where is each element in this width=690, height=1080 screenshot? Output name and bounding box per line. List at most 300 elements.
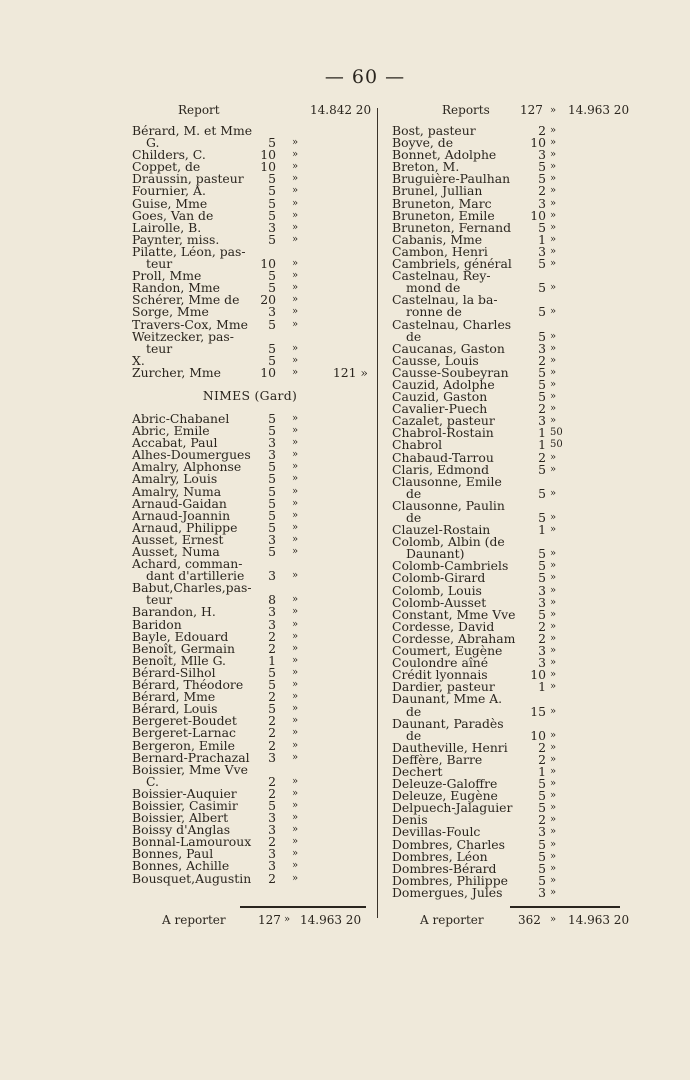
entry-amount: 1 (538, 231, 546, 247)
entry-cents: » (550, 233, 557, 245)
entry-cents: » (550, 572, 557, 584)
entry-amount: 2 (268, 834, 276, 850)
entry-name: Ausset, Ernest (132, 531, 224, 547)
entry-amount: 1 (538, 522, 546, 538)
entry-name: Guise, Mme (132, 195, 208, 211)
entry-cents: » (550, 862, 557, 874)
entry-name: de (406, 510, 422, 525)
entry-cents: » (292, 354, 299, 366)
entry-amount: 5 (538, 860, 546, 876)
left-report-label: Report (178, 103, 220, 117)
entry-name: Achard, comman- (132, 556, 243, 572)
entry-name: Cordesse, David (392, 618, 495, 634)
entry-cents: » (292, 739, 299, 751)
entry-amount: 3 (538, 884, 546, 900)
entry-amount: 5 (538, 304, 546, 320)
entry-name: Cambriels, général (392, 256, 512, 272)
list-item (392, 715, 624, 731)
entry-cents: » (550, 391, 557, 403)
entry-amount: 2 (268, 773, 276, 789)
entry-name: Dombres, Léon (392, 848, 488, 864)
entry-name: Colomb-Cambriels (392, 558, 509, 574)
entry-amount: 2 (268, 689, 276, 705)
entry-name: Coppet, de (132, 159, 201, 175)
entry-name: Pilatte, Léon, pas- (132, 243, 246, 259)
entry-amount: 3 (268, 304, 276, 320)
entry-name: Colomb-Ausset (392, 594, 487, 610)
entry-cents: 50 (550, 427, 563, 439)
entry-name: Castelnau, Charles (392, 316, 512, 332)
entry-name: Cordesse, Abraham (392, 630, 516, 646)
entry-amount: 5 (538, 776, 546, 792)
entry-cents: » (550, 790, 557, 802)
entry-cents: » (550, 584, 557, 596)
entry-amount: 1 (538, 437, 546, 453)
entry-amount: 5 (538, 485, 546, 501)
entry-name: Randon, Mme (132, 280, 220, 296)
entry-amount: 3 (268, 531, 276, 547)
entry-name: Crédit lyonnais (392, 667, 488, 683)
entry-name: Bonnet, Adolphe (392, 147, 497, 163)
entry-amount: 2 (268, 737, 276, 753)
entry-amount: 2 (538, 123, 546, 138)
entry-cents: » (292, 848, 299, 860)
entry-name: Coumert, Eugène (392, 643, 503, 659)
entry-name: Fournier, A. (132, 183, 206, 199)
entry-amount: 2 (538, 352, 546, 368)
entry-name: Deleuze-Galoffre (392, 776, 498, 792)
entry-cents: » (550, 451, 557, 463)
entry-amount: 5 (268, 519, 276, 535)
entry-cents: » (292, 185, 299, 197)
entry-cents: » (292, 137, 299, 149)
entry-cents: » (550, 354, 557, 366)
entry-cents: » (550, 221, 557, 233)
entry-amount: 5 (538, 570, 546, 586)
entry-name: Bruneton, Emile (392, 207, 495, 223)
entry-amount: 3 (268, 219, 276, 235)
entry-cents: » (292, 546, 299, 557)
entry-amount: 5 (538, 848, 546, 864)
entry-name: Devillas-Foulc (392, 824, 481, 840)
entry-amount: 5 (538, 836, 546, 852)
entry-cents: » (550, 487, 557, 499)
entry-cents: » (550, 137, 557, 149)
entry-name: Amalry, Numa (132, 483, 222, 499)
entry-name: Clauzel-Rostain (392, 522, 491, 538)
entry-amount: 5 (268, 495, 276, 511)
entry-amount: 5 (268, 340, 276, 356)
entry-amount: 5 (268, 459, 276, 475)
entry-name: teur (146, 592, 173, 608)
entry-name: mond de (406, 280, 461, 296)
entry-amount: 2 (268, 870, 276, 886)
entry-name: Delpuech-Jalaguier (392, 800, 513, 816)
entry-cents: » (292, 860, 299, 872)
entry-name: Barandon, H. (132, 604, 216, 620)
column-divider (377, 108, 378, 918)
right-entries (392, 125, 624, 899)
entry-name: Cauzid, Adolphe (392, 376, 495, 392)
entry-name: Benoît, Germain (132, 640, 235, 656)
entry-name: ronne de (406, 304, 462, 320)
entry-cents: » (292, 366, 299, 378)
entry-name: Deffère, Barre (392, 751, 483, 767)
entry-name: Arnaud-Gaidan (132, 495, 227, 511)
entry-amount: 3 (268, 616, 276, 632)
list-item (392, 693, 624, 705)
entry-amount: 2 (538, 630, 546, 646)
entry-name: Brunel, Jullian (392, 183, 483, 199)
entry-name: Lairolle, B. (132, 219, 202, 235)
entry-cents: » (550, 378, 557, 390)
entry-cents: » (550, 778, 557, 790)
entry-amount: 5 (268, 507, 276, 523)
left-footer-label: A reporter (162, 913, 226, 927)
entry-amount: 5 (538, 328, 546, 344)
entry-name: Proll, Mme (132, 268, 202, 284)
entry-amount: 5 (538, 510, 546, 525)
entry-amount: 3 (268, 447, 276, 463)
entry-name: Arnaud, Philippe (132, 519, 238, 535)
entry-cents: » (550, 705, 557, 717)
left-footer-total: 14.963 20 (300, 913, 362, 927)
entry-amount: 10 (530, 667, 546, 683)
entry-name: Childers, C. (132, 147, 206, 163)
entry-amount: 2 (268, 628, 276, 644)
right-footer-total: 14.963 20 (568, 913, 630, 927)
entry-amount: 5 (538, 461, 546, 477)
entry-name: Dechert (392, 763, 443, 779)
entry-cents: » (292, 642, 299, 654)
entry-amount: 5 (538, 256, 546, 272)
entry-name: Dautheville, Henri (392, 739, 508, 755)
entry-name: Claris, Edmond (392, 461, 490, 477)
entry-name: Abric, Emile (132, 423, 210, 439)
entry-amount: 10 (530, 135, 546, 151)
entry-name: Bérard, Mme (132, 689, 216, 705)
page-number: — 60 — (324, 66, 406, 88)
entry-cents: » (292, 412, 299, 424)
entry-amount: 3 (538, 413, 546, 429)
entry-name: Coulondre aîné (392, 655, 489, 671)
entry-cents: » (550, 463, 557, 475)
entry-amount: 5 (268, 207, 276, 223)
entry-name: Arnaud-Joannin (132, 507, 231, 523)
entry-cents: » (550, 197, 557, 209)
entry-cents: » (550, 729, 557, 741)
entry-amount: 2 (268, 725, 276, 741)
right-footer-cents: » (550, 914, 557, 925)
right-report-amount: 127 (520, 103, 543, 117)
entry-cents: » (292, 872, 299, 884)
entry-amount: 3 (268, 568, 276, 584)
entry-cents: » (292, 221, 299, 233)
entry-name: Bernard-Prachazal (132, 749, 250, 765)
entry-name: Denis (392, 812, 428, 828)
entry-amount: 3 (268, 810, 276, 826)
left-footer-amount: 127 (258, 913, 281, 927)
entry-name: de (406, 703, 422, 719)
entry-name: Deleuze, Eugène (392, 788, 498, 804)
entry-cents: » (550, 814, 557, 826)
entry-amount: 2 (538, 739, 546, 755)
entry-cents: » (550, 306, 557, 318)
entry-name: Cavalier-Puech (392, 401, 488, 417)
entry-cents: » (292, 342, 299, 354)
entry-cents: » (550, 173, 557, 185)
entry-amount: 5 (538, 376, 546, 392)
entry-name: X. (132, 352, 145, 368)
entry-amount: 5 (538, 219, 546, 235)
left-entries-top (132, 125, 368, 379)
entry-cents: » (292, 630, 299, 642)
entry-cents: » (550, 342, 557, 354)
entry-cents: » (292, 149, 299, 161)
entry-cents: » (550, 620, 557, 632)
entry-amount: 20 (260, 292, 276, 308)
entry-cents: » (292, 461, 299, 473)
entry-cents: » (292, 161, 299, 173)
entry-name: Dombres, Philippe (392, 872, 508, 888)
entry-name: Bérard, Théodore (132, 677, 244, 693)
entry-cents: » (550, 185, 557, 197)
entry-cents: » (292, 836, 299, 848)
entry-amount: 2 (538, 449, 546, 465)
entry-name: Schérer, Mme de (132, 292, 240, 308)
entry-cents: » (550, 608, 557, 620)
entry-amount: 3 (538, 594, 546, 610)
right-report-label: Reports (442, 103, 490, 117)
entry-name: Amalry, Alphonse (132, 459, 242, 475)
entry-name: Amalry, Louis (132, 471, 218, 487)
entry-amount: 5 (538, 546, 546, 562)
left-report-total: 14.842 20 (310, 103, 372, 117)
right-footer-rule (510, 906, 620, 908)
entry-name: Babut,Charles,pas- (132, 580, 252, 596)
entry-amount: 5 (268, 352, 276, 368)
entry-name: teur (146, 340, 173, 356)
entry-name: Boyve, de (392, 135, 454, 151)
list-item (392, 497, 624, 513)
entry-amount: 5 (538, 159, 546, 175)
entry-cents: » (550, 741, 557, 753)
entry-name: Caucanas, Gaston (392, 340, 505, 356)
entry-name: Daunant, Mme A. (392, 691, 503, 707)
right-report-cents: » (550, 105, 557, 116)
entry-cents: » (292, 679, 299, 691)
entry-amount: 2 (538, 183, 546, 199)
entry-amount: 3 (538, 582, 546, 598)
entry-cents: » (550, 403, 557, 415)
entry-name: dant d'artillerie (146, 568, 245, 584)
entry-amount: 3 (268, 749, 276, 765)
entry-cents: » (550, 209, 557, 221)
entry-name: Boissier-Auquier (132, 785, 237, 801)
entry-name: Weitzecker, pas- (132, 328, 234, 344)
entry-amount: 5 (538, 606, 546, 622)
entry-cents: 50 (550, 439, 563, 451)
entry-name: Abric-Chabanel (132, 410, 230, 426)
entry-cents: » (550, 149, 557, 161)
entry-name: Clausonne, Emile (392, 473, 502, 489)
entry-name: Alhes-Doumergues (132, 447, 251, 463)
entry-name: Bost, pasteur (392, 123, 476, 138)
entry-cents: » (550, 161, 557, 173)
entry-amount: 5 (268, 171, 276, 187)
entry-name: Colomb, Louis (392, 582, 482, 598)
entry-cents: » (550, 874, 557, 886)
entry-name: Domergues, Jules (392, 884, 503, 900)
entry-name: Boissier, Mme Vve (132, 761, 248, 777)
entry-amount: 3 (268, 604, 276, 620)
entry-amount: 1 (538, 763, 546, 779)
entry-cents: » (292, 751, 299, 763)
entry-amount: 3 (538, 147, 546, 163)
entry-amount: 5 (268, 677, 276, 693)
entry-cents: » (292, 473, 299, 485)
entry-amount: 3 (268, 846, 276, 862)
entry-cents: » (550, 838, 557, 850)
entry-cents: » (292, 258, 299, 270)
list-item (392, 473, 624, 489)
entry-name: Bruguière-Paulhan (392, 171, 511, 187)
entry-amount: 10 (260, 147, 276, 163)
entry-name: Bérard, Louis (132, 701, 218, 717)
list-item (132, 340, 368, 356)
entry-amount: 3 (268, 858, 276, 874)
entry-amount: 3 (538, 195, 546, 211)
entry-amount: 5 (538, 872, 546, 888)
entry-cents: » (292, 787, 299, 799)
entry-name: de (406, 727, 422, 743)
entry-amount: 10 (260, 159, 276, 175)
entry-cents: » (292, 425, 299, 437)
entry-amount: 5 (538, 788, 546, 804)
entry-name: Constant, Mme Vve (392, 606, 516, 622)
entry-cents: » (292, 197, 299, 209)
entry-name: Causse-Soubeyran (392, 364, 509, 380)
entry-name: Colomb-Girard (392, 570, 486, 586)
left-entries-nimes (132, 410, 368, 886)
entry-cents: » (292, 509, 299, 521)
entry-name: Goes, Van de (132, 207, 214, 223)
entry-cents: » (550, 560, 557, 572)
entry-amount: 10 (260, 256, 276, 272)
entry-cents: » (550, 366, 557, 378)
entry-cents: » (292, 497, 299, 509)
entry-amount: 1 (268, 652, 276, 668)
entry-cents: » (550, 512, 557, 523)
entry-name: Cauzid, Gaston (392, 389, 488, 405)
entry-cents: » (550, 524, 557, 536)
entry-name: Cambon, Henri (392, 243, 488, 259)
entry-cents: » (292, 449, 299, 461)
entry-cents: » (292, 233, 299, 245)
entry-cents: » (292, 812, 299, 824)
entry-amount: 5 (538, 280, 546, 296)
entry-amount: 1 (538, 679, 546, 695)
entry-cents: » (292, 485, 299, 497)
left-footer (132, 912, 368, 928)
entry-name: Castelnau, Rey- (392, 268, 491, 284)
right-footer-amount: 362 (518, 913, 541, 927)
list-item (392, 316, 624, 332)
list-item (132, 364, 368, 380)
entry-amount: 5 (268, 195, 276, 211)
entry-name: de (406, 485, 422, 501)
entry-name: Chabrol (392, 437, 443, 453)
entry-cents: » (292, 727, 299, 739)
entry-name: Bonnes, Paul (132, 846, 214, 862)
entry-name: Bayle, Edouard (132, 628, 229, 644)
entry-name: Boissier, Albert (132, 810, 229, 826)
entry-cents: » (550, 645, 557, 657)
entry-amount: 15 (530, 703, 546, 719)
entry-cents: » (292, 318, 299, 330)
entry-name: de (406, 328, 422, 344)
entry-amount: 5 (538, 389, 546, 405)
entry-cents: » (292, 799, 299, 811)
entry-amount: 5 (268, 268, 276, 284)
entry-name: Clausonne, Paulin (392, 497, 505, 513)
entry-name: Cabanis, Mme (392, 231, 483, 247)
entry-amount: 3 (538, 824, 546, 840)
left-footer-rule (240, 906, 366, 908)
entry-name: Daunant, Paradès (392, 715, 504, 731)
entry-cents: » (550, 282, 557, 294)
right-footer-label: A reporter (420, 913, 484, 927)
entry-cents: » (550, 826, 557, 838)
entry-cents: » (550, 681, 557, 693)
entry-amount: 5 (268, 316, 276, 332)
entry-name: Dombres, Charles (392, 836, 505, 852)
entry-amount: 2 (538, 812, 546, 828)
entry-cents: » (550, 125, 557, 136)
entry-amount: 5 (268, 183, 276, 199)
entry-cents: » (292, 618, 299, 630)
entry-cents: » (292, 437, 299, 449)
entry-name: G. (146, 135, 160, 151)
entry-cents: » (550, 802, 557, 814)
entry-name: Castelnau, la ba- (392, 292, 498, 308)
entry-subtotal: 121 » (332, 364, 368, 380)
section-title-nimes: NIMES (Gard) (202, 387, 298, 403)
entry-name: Chabrol-Rostain (392, 425, 494, 441)
entry-cents: » (550, 765, 557, 777)
entry-cents: » (550, 258, 557, 270)
entry-cents: » (550, 886, 557, 898)
entry-amount: 5 (538, 800, 546, 816)
entry-name: Bonnal-Lamouroux (132, 834, 252, 850)
entry-cents: » (550, 669, 557, 681)
entry-cents: » (292, 570, 299, 582)
entry-cents: » (292, 294, 299, 306)
entry-cents: » (292, 594, 299, 606)
entry-cents: » (292, 606, 299, 618)
entry-amount: 2 (538, 618, 546, 634)
entry-name: Bruneton, Marc (392, 195, 492, 211)
entry-name: Draussin, pasteur (132, 171, 244, 187)
entry-cents: » (292, 715, 299, 727)
entry-amount: 2 (268, 785, 276, 801)
entry-amount: 5 (268, 231, 276, 247)
entry-cents: » (550, 548, 557, 560)
entry-amount: 2 (268, 640, 276, 656)
entry-name: Breton, M. (392, 159, 460, 175)
entry-amount: 2 (538, 401, 546, 417)
entry-amount: 5 (538, 364, 546, 380)
